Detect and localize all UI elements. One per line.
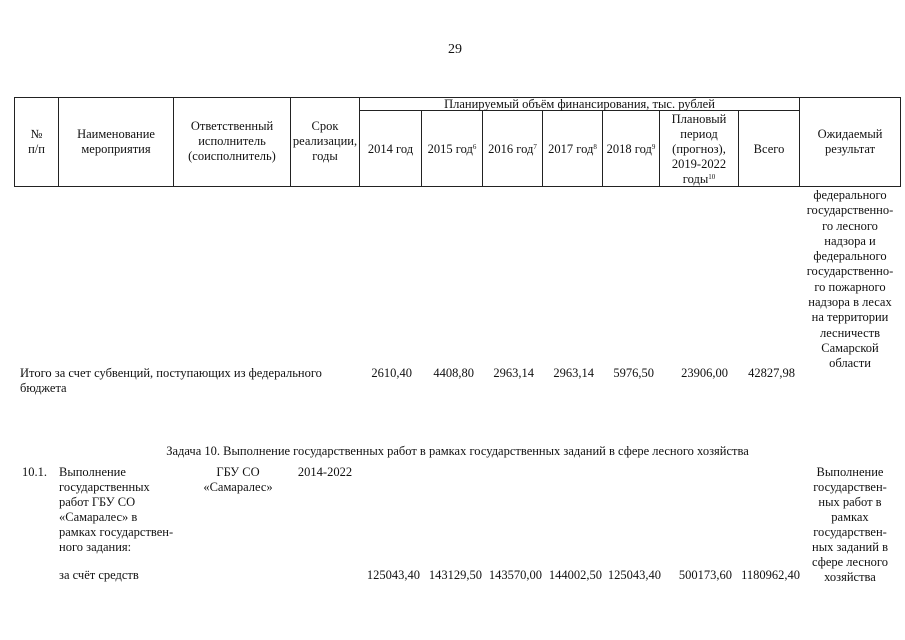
row-result: Выполнение государствен- ных работ в рамках государствен- ных заданий в сфере лесного хозяйства [812,465,888,584]
header-bottom-line [14,186,901,187]
row-value-2016: 143570,00 [488,568,542,582]
row-value-2014: 125043,40 [366,568,420,582]
row-value-2018: 125043,40 [607,568,661,582]
continued-result-text: федерального государственно- го лесного надзора и федерального государственно- го пожарного надзора в лесах на территории лесничеств Самарской области [806,188,894,371]
row-value-plan: 500173,60 [678,568,732,582]
header-total: Всего [753,142,785,156]
subtotal-label: Итого за счет субвенций, поступающих из федерального бюджета [20,366,322,395]
header-funding-group: Планируемый объём финансирования, тыс. рублей [444,97,715,111]
subtotal-value-2018: 5976,50 [613,366,654,380]
header-name: Наименование мероприятия [77,127,155,156]
row-term: 2014-2022 [297,465,353,479]
header-year-2014: 2014 год [367,142,414,156]
header-num: № п/п [28,127,45,156]
subtotal-value-total: 42827,98 [748,366,795,380]
subtotal-value-2016: 2963,14 [493,366,534,380]
subtotal-value-2017: 2963,14 [553,366,594,380]
row-value-total: 1180962,40 [741,568,800,582]
header-plan-period: Плановый период (прогноз), 2019-2022 годы$^{10}$ [671,112,727,186]
header-executor: Ответственный исполнитель (соисполнитель) [188,119,276,163]
header-year-2015: 2015 год$^6$ [427,142,477,156]
header-top-line-result [799,97,901,98]
row-value-2015: 143129,50 [428,568,482,582]
row-sub-label: за счёт средств [59,568,139,582]
subtotal-value-2014: 2610,40 [371,366,412,380]
row-value-2017: 144002,50 [548,568,602,582]
col-line [900,97,901,187]
row-executor: ГБУ СО «Самаралес» [203,465,273,494]
row-name: Выполнение государственных работ ГБУ СО «Самаралес» в рамках государствен- ного задания: [59,465,174,554]
page-number: 29 [448,42,462,57]
header-term: Срок реализации, годы [292,119,358,163]
header-year-2017: 2017 год$^8$ [548,142,597,156]
task-heading: Задача 10. Выполнение государственных работ в рамках государственных заданий в сфере лесного хозяйства [166,444,749,458]
header-year-2016: 2016 год$^7$ [488,142,537,156]
subtotal-value-2015: 4408,80 [433,366,474,380]
row-number: 10.1. [22,465,47,479]
header-year-2018: 2018 год$^9$ [606,142,656,156]
subtotal-value-plan: 23906,00 [681,366,728,380]
header-result: Ожидаемый результат [817,127,883,156]
